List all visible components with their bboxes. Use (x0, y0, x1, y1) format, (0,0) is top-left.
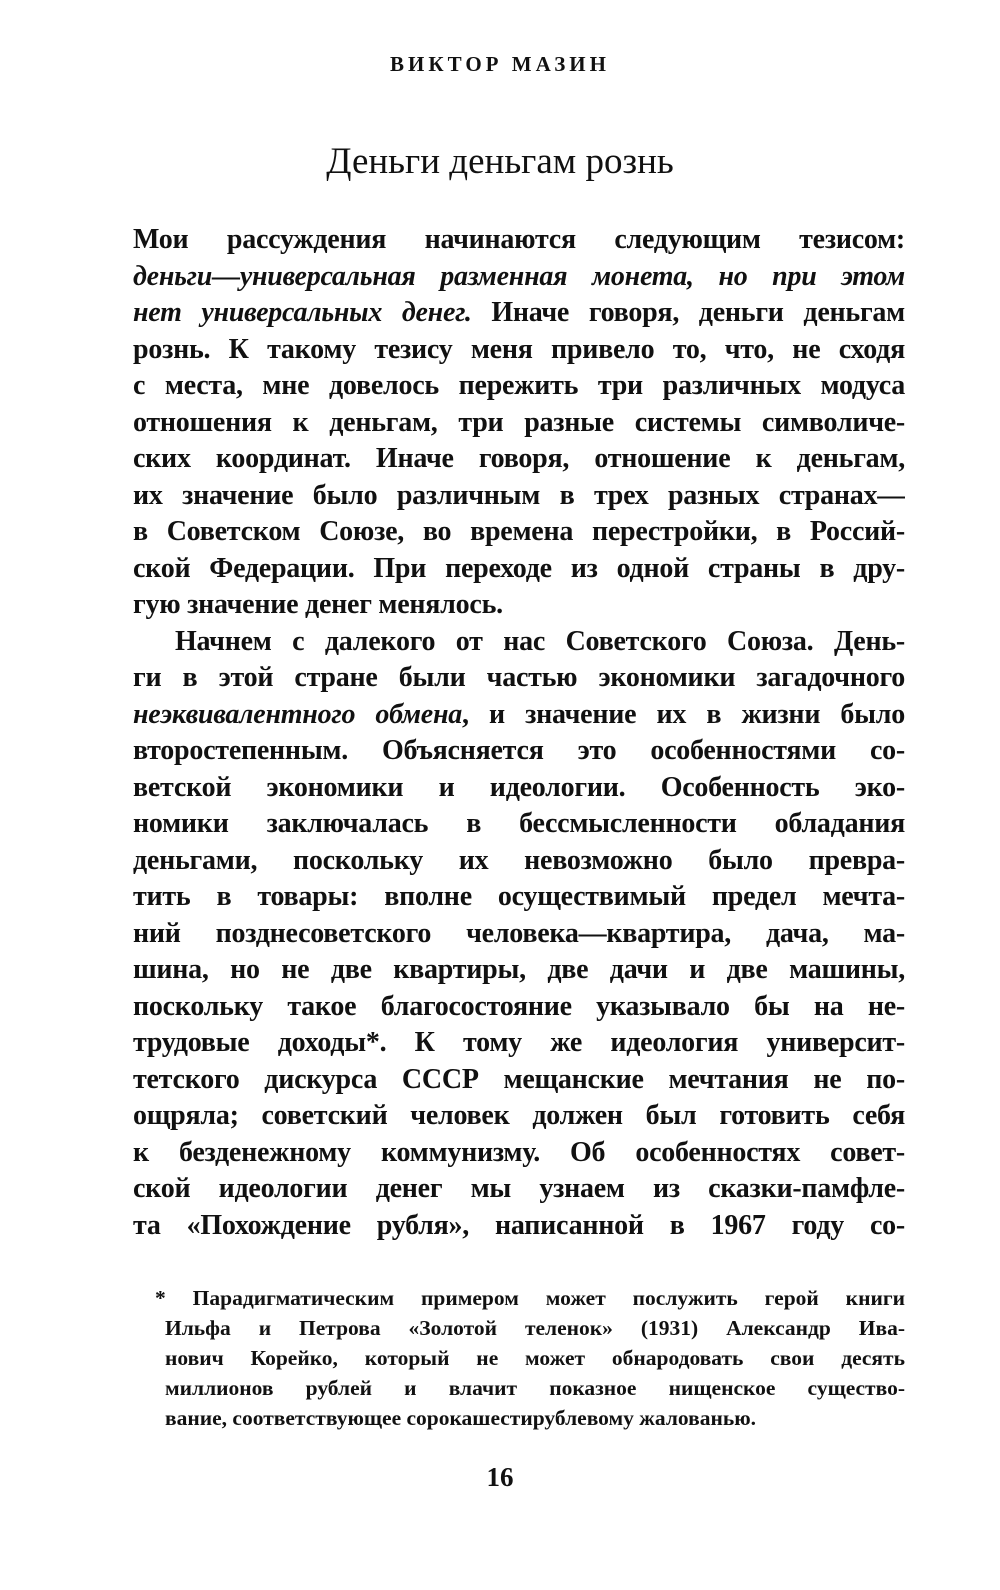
text-line: второстепенным. Объясняется это особенностями со- (133, 735, 905, 766)
text-line: ощряла; советский человек должен был готовить себя (133, 1100, 905, 1131)
paragraph-1 (133, 222, 905, 624)
text-line: деньгами, поскольку их невозможно было превра- (133, 844, 905, 876)
text-line: Мои рассуждения начинаются следующим тезисом: (133, 224, 905, 255)
line-rest: Иначе говоря, деньги деньгам (471, 297, 905, 328)
italic-phrase: нет универсальных денег. (133, 297, 472, 328)
text-line: с места, мне довелось пережить три различных модуса (133, 370, 905, 401)
running-head: ВИКТОР МАЗИН (390, 52, 610, 76)
footnote-line: нович Корейко, который не может обнародовать свои десять (165, 1346, 905, 1370)
footnote-line: * Парадигматическим примером может послужить герой книги (155, 1286, 905, 1310)
text-line: к безденежному коммунизму. Об особенностях совет- (133, 1136, 905, 1168)
text-line (133, 697, 905, 734)
text-line: номики заключалась в бессмысленности обладания (133, 808, 905, 839)
line-rest: , и значение их в жизни было (462, 698, 905, 730)
text-line (133, 259, 905, 296)
page-number: 16 (486, 1462, 514, 1492)
text-line: ской Федерации. При переходе из одной страны в дру- (133, 552, 905, 584)
text-line: ветской экономики и идеологии. Особенность эко- (133, 771, 905, 803)
italic-phrase: деньги—универсальная разменная монета, но при этом (133, 260, 905, 292)
text-line: гую значение денег менялось. (133, 589, 503, 620)
text-line: поскольку такое благосостояние указывало бы на не- (133, 990, 905, 1022)
footnote-line: миллионов рублей и влачит показное нищенское существо- (165, 1376, 905, 1400)
text-line: ских координат. Иначе говоря, отношение к деньгам, (133, 443, 905, 474)
text-line: в Советском Союзе, во времена перестройки, в Россий- (133, 516, 905, 547)
text-line: ги в этой стране были частью экономики загадочного (133, 662, 905, 693)
text-line: их значение было различным в трех разных странах— (133, 479, 905, 511)
text-line: трудовые доходы*. К тому же идеология университ- (133, 1027, 905, 1058)
footnote (155, 1283, 905, 1433)
paragraph-2 (133, 624, 905, 1245)
body-text (133, 222, 905, 1244)
italic-phrase: неэквивалентного обмена (133, 698, 462, 730)
text-line: ской идеологии денег мы узнаем из сказки-памфле- (133, 1173, 905, 1204)
footnote-line: Ильфа и Петрова «Золотой теленок» (1931) Александр Ива- (165, 1316, 905, 1340)
text-line: шина, но не две квартиры, две дачи и две машины, (133, 954, 905, 985)
footnote-line: вание, соответствующее сорокашестирублевому жалованью. (165, 1406, 757, 1430)
text-line: тить в товары: вполне осуществимый предел мечта- (133, 881, 905, 912)
text-line (133, 295, 905, 332)
text-line: рознь. К такому тезису меня привело то, что, не сходя (133, 333, 905, 365)
text-line: отношения к деньгам, три разные системы символиче- (133, 406, 905, 438)
text-line: тетского дискурса СССР мещанские мечтания не по- (133, 1063, 905, 1095)
text-line: Начнем с далекого от нас Советского Союза. День- (175, 625, 905, 657)
text-line: та «Похождение рубля», написанной в 1967 году со- (133, 1209, 905, 1241)
text-line: ний позднесоветского человека—квартира, дача, ма- (133, 917, 905, 949)
chapter-title: Деньги деньгам рознь (326, 141, 674, 182)
